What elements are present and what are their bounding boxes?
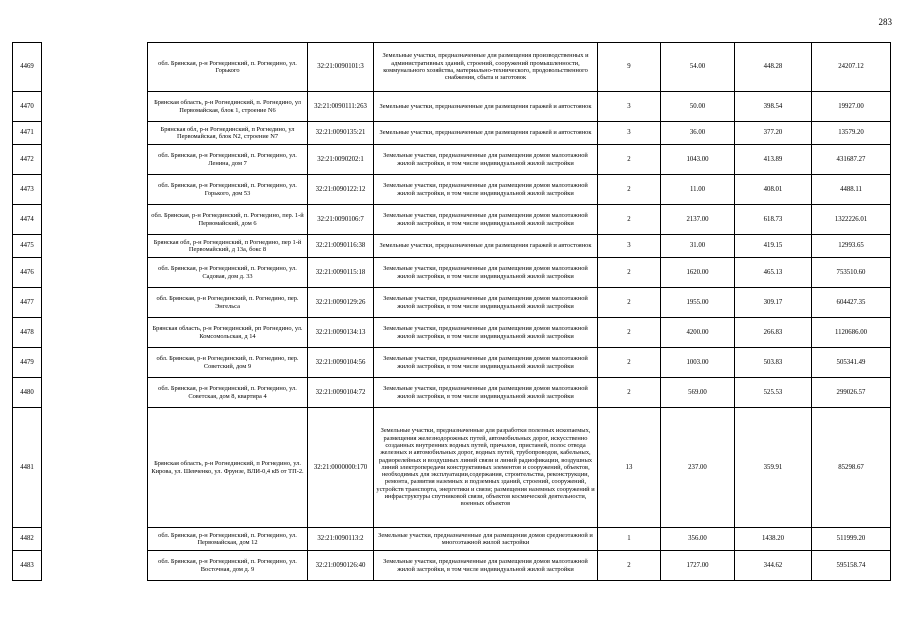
area-cell: 2137.00	[661, 205, 735, 235]
table-row	[13, 551, 891, 581]
row-number: 4481	[13, 408, 42, 528]
area-cell: 11.00	[661, 175, 735, 205]
cadastral-number-cell: 32:21:0090104:56	[308, 348, 374, 378]
land-purpose-cell: Земельные участки, предназначенные для размещения домов малоэтажной жилой застройки, в том числе индивидуальной жилой застройки	[374, 378, 598, 408]
specific-value-cell: 503.83	[735, 348, 812, 378]
land-purpose-cell: Земельные участки, предназначенные для размещения гаражей и автостоянок	[374, 92, 598, 122]
gap-cell	[42, 551, 148, 581]
table-row	[13, 175, 891, 205]
cadastral-number-cell: 32:21:0090202:1	[308, 145, 374, 175]
group-number-cell: 3	[598, 92, 661, 122]
specific-value-cell: 525.53	[735, 378, 812, 408]
gap-cell	[42, 175, 148, 205]
cadastral-number-cell: 32:21:0090111:263	[308, 92, 374, 122]
address-cell: обл. Брянская, р-н Рогнединский, п. Рогнедино, пер. Энгельса	[148, 288, 308, 318]
area-cell: 1043.00	[661, 145, 735, 175]
address-cell: обл. Брянская, р-н Рогнединский, п. Рогнедино, ул. Советская, дом 8, квартира 4	[148, 378, 308, 408]
cadastral-value-cell: 1322226.01	[812, 205, 891, 235]
table-row	[13, 205, 891, 235]
gap-cell	[42, 288, 148, 318]
specific-value-cell: 618.73	[735, 205, 812, 235]
gap-cell	[42, 235, 148, 258]
row-number: 4471	[13, 122, 42, 145]
gap-cell	[42, 408, 148, 528]
cadastral-number-cell: 32:21:0090113:2	[308, 528, 374, 551]
row-number: 4469	[13, 43, 42, 92]
row-number: 4472	[13, 145, 42, 175]
group-number-cell: 2	[598, 258, 661, 288]
cadastral-value-cell: 85298.67	[812, 408, 891, 528]
cadastral-value-cell: 604427.35	[812, 288, 891, 318]
group-number-cell: 2	[598, 175, 661, 205]
row-number: 4475	[13, 235, 42, 258]
specific-value-cell: 309.17	[735, 288, 812, 318]
table-row	[13, 258, 891, 288]
cadastral-value-cell: 24207.12	[812, 43, 891, 92]
gap-cell	[42, 145, 148, 175]
specific-value-cell: 465.13	[735, 258, 812, 288]
group-number-cell: 2	[598, 318, 661, 348]
row-number: 4474	[13, 205, 42, 235]
cadastral-value-cell: 12993.65	[812, 235, 891, 258]
gap-cell	[42, 92, 148, 122]
specific-value-cell: 377.20	[735, 122, 812, 145]
land-purpose-cell: Земельные участки, предназначенные для размещения домов малоэтажной жилой застройки, в том числе индивидуальной жилой застройки	[374, 258, 598, 288]
land-purpose-cell: Земельные участки, предназначенные для размещения производственных и административных зданий, строений, сооружений промышленности, коммунального хозяйства, материально-технического, продовольственного снабжения, сбыта и заготовок	[374, 43, 598, 92]
table-row	[13, 92, 891, 122]
row-number: 4482	[13, 528, 42, 551]
cadastral-value-cell: 299026.57	[812, 378, 891, 408]
land-purpose-cell: Земельные участки, предназначенные для размещения домов малоэтажной жилой застройки, в том числе индивидуальной жилой застройки	[374, 145, 598, 175]
table-row	[13, 288, 891, 318]
area-cell: 1727.00	[661, 551, 735, 581]
address-cell: Брянская обл, р-н Рогнединский, п Рогнедино, пер 1-й Первомайский, д 13а, бокс 8	[148, 235, 308, 258]
row-number: 4479	[13, 348, 42, 378]
address-cell: Брянская обл, р-н Рогнединский, п Рогнедино, ул Первомайская, блок N2, строение N7	[148, 122, 308, 145]
cadastral-number-cell: 32:21:0090122:12	[308, 175, 374, 205]
table-row	[13, 122, 891, 145]
table-row	[13, 408, 891, 528]
specific-value-cell: 413.89	[735, 145, 812, 175]
cadastral-number-cell: 32:21:0090116:38	[308, 235, 374, 258]
table-row	[13, 235, 891, 258]
address-cell: обл. Брянская, р-н Рогнединский, п. Рогнедино, ул. Ленина, дом 7	[148, 145, 308, 175]
area-cell: 1003.00	[661, 348, 735, 378]
area-cell: 36.00	[661, 122, 735, 145]
land-purpose-cell: Земельные участки, предназначенные для размещения домов среднеэтажной и многоэтажной жилой застройки	[374, 528, 598, 551]
address-cell: Брянская область, р-н Рогнединский, п. Рогнедино, ул Первомайская, блок 1, строение N6	[148, 92, 308, 122]
gap-cell	[42, 205, 148, 235]
land-purpose-cell: Земельные участки, предназначенные для размещения домов малоэтажной жилой застройки, в том числе индивидуальной жилой застройки	[374, 551, 598, 581]
cadastral-value-cell: 1120686.00	[812, 318, 891, 348]
cadastral-value-cell: 431687.27	[812, 145, 891, 175]
cadastral-value-cell: 505341.49	[812, 348, 891, 378]
specific-value-cell: 266.83	[735, 318, 812, 348]
group-number-cell: 2	[598, 145, 661, 175]
specific-value-cell: 448.28	[735, 43, 812, 92]
row-number: 4478	[13, 318, 42, 348]
cadastral-number-cell: 32:21:0090126:40	[308, 551, 374, 581]
land-plots-table	[12, 42, 891, 581]
land-purpose-cell: Земельные участки, предназначенные для размещения домов малоэтажной жилой застройки, в том числе индивидуальной жилой застройки	[374, 348, 598, 378]
specific-value-cell: 408.01	[735, 175, 812, 205]
cadastral-number-cell: 32:21:0090129:26	[308, 288, 374, 318]
group-number-cell: 2	[598, 378, 661, 408]
address-cell: обл. Брянская, р-н Рогнединский, п. Рогнедино, ул. Горького, дом 53	[148, 175, 308, 205]
group-number-cell: 3	[598, 235, 661, 258]
group-number-cell: 2	[598, 551, 661, 581]
specific-value-cell: 359.91	[735, 408, 812, 528]
group-number-cell: 9	[598, 43, 661, 92]
land-purpose-cell: Земельные участки, предназначенные для размещения гаражей и автостоянок	[374, 235, 598, 258]
cadastral-value-cell: 19927.00	[812, 92, 891, 122]
row-number: 4483	[13, 551, 42, 581]
address-cell: Брянская область, р-н Рогнединский, рп Рогнедино, ул. Комсомольская, д 14	[148, 318, 308, 348]
row-number: 4476	[13, 258, 42, 288]
cadastral-number-cell: 32:21:0090115:18	[308, 258, 374, 288]
table-row	[13, 145, 891, 175]
cadastral-value-cell: 595158.74	[812, 551, 891, 581]
gap-cell	[42, 318, 148, 348]
cadastral-number-cell: 32:21:0090134:13	[308, 318, 374, 348]
table-row	[13, 528, 891, 551]
area-cell: 1955.00	[661, 288, 735, 318]
cadastral-number-cell: 32:21:0090106:7	[308, 205, 374, 235]
group-number-cell: 2	[598, 288, 661, 318]
land-purpose-cell: Земельные участки, предназначенные для разработки полезных ископаемых, размещения железнодорожных путей, автомобильных дорог, искусственно созданных внутренних водных путей, причалов, пристаней, полос отвода железных и автомобильных дорог, водных путей, трубопроводов, кабельных, радиорелейных и воздушных линий связи и линий радиофикации, воздушных линий электропередачи конструктивных элементов и сооружений, объектов, необходимых для эксплуатации,содержания, строительства, реконструкции, ремонта, развития наземных и подземных зданий, строений, сооружений, устройств транспорта, энергетики и связи; размещения наземных сооружений и инфраструктуры спутниковой связи, объектов космической деятельности, военных объектов	[374, 408, 598, 528]
table-row	[13, 348, 891, 378]
area-cell: 237.00	[661, 408, 735, 528]
specific-value-cell: 1438.20	[735, 528, 812, 551]
table-row	[13, 43, 891, 92]
address-cell: Брянская область, р-н Рогнединский, п Рогнедино, ул. Кирова, ул. Шевченко, ул. Фрунзе, ВЛИ-0,4 кВ от ТП-2.	[148, 408, 308, 528]
group-number-cell: 1	[598, 528, 661, 551]
area-cell: 31.00	[661, 235, 735, 258]
row-number: 4480	[13, 378, 42, 408]
table-row	[13, 378, 891, 408]
specific-value-cell: 398.54	[735, 92, 812, 122]
cadastral-value-cell: 753510.60	[812, 258, 891, 288]
cadastral-value-cell: 4488.11	[812, 175, 891, 205]
cadastral-value-cell: 511999.20	[812, 528, 891, 551]
address-cell: обл. Брянская, р-н Рогнединский, п. Рогнедино, ул. Горького	[148, 43, 308, 92]
area-cell: 1620.00	[661, 258, 735, 288]
land-purpose-cell: Земельные участки, предназначенные для размещения гаражей и автостоянок	[374, 122, 598, 145]
table-body	[13, 43, 891, 581]
group-number-cell: 13	[598, 408, 661, 528]
specific-value-cell: 344.62	[735, 551, 812, 581]
row-number: 4473	[13, 175, 42, 205]
page-number: 283	[878, 17, 892, 27]
address-cell: обл. Брянская, р-н Рогнединский, п. Рогнедино, пер. Советский, дом 9	[148, 348, 308, 378]
gap-cell	[42, 43, 148, 92]
cadastral-number-cell: 32:21:0090135:21	[308, 122, 374, 145]
address-cell: обл. Брянская, р-н Рогнединский, п. Рогнедино, ул. Восточная, дом д. 9	[148, 551, 308, 581]
land-purpose-cell: Земельные участки, предназначенные для размещения домов малоэтажной жилой застройки, в том числе индивидуальной жилой застройки	[374, 175, 598, 205]
land-purpose-cell: Земельные участки, предназначенные для размещения домов малоэтажной жилой застройки, в том числе индивидуальной жилой застройки	[374, 288, 598, 318]
group-number-cell: 2	[598, 348, 661, 378]
area-cell: 356.00	[661, 528, 735, 551]
cadastral-number-cell: 32:21:0090101:3	[308, 43, 374, 92]
address-cell: обл. Брянская, р-н Рогнединский, п. Рогнедино, ул. Садовая, дом д. 33	[148, 258, 308, 288]
address-cell: обл. Брянская, р-н Рогнединский, п. Рогнедино, пер. 1-й Первомайский, дом 6	[148, 205, 308, 235]
area-cell: 50.00	[661, 92, 735, 122]
area-cell: 54.00	[661, 43, 735, 92]
gap-cell	[42, 528, 148, 551]
cadastral-number-cell: 32:21:0000000:170	[308, 408, 374, 528]
table-row	[13, 318, 891, 348]
gap-cell	[42, 122, 148, 145]
area-cell: 569.00	[661, 378, 735, 408]
cadastral-value-cell: 13579.20	[812, 122, 891, 145]
land-purpose-cell: Земельные участки, предназначенные для размещения домов малоэтажной жилой застройки, в том числе индивидуальной жилой застройки	[374, 205, 598, 235]
land-purpose-cell: Земельные участки, предназначенные для размещения домов малоэтажной жилой застройки, в том числе индивидуальной жилой застройки	[374, 318, 598, 348]
address-cell: обл. Брянская, р-н Рогнединский, п. Рогнедино, ул. Первомайская, дом 12	[148, 528, 308, 551]
cadastral-number-cell: 32:21:0090104:72	[308, 378, 374, 408]
gap-cell	[42, 348, 148, 378]
row-number: 4477	[13, 288, 42, 318]
specific-value-cell: 419.15	[735, 235, 812, 258]
gap-cell	[42, 258, 148, 288]
row-number: 4470	[13, 92, 42, 122]
group-number-cell: 3	[598, 122, 661, 145]
land-plots-table-container	[12, 42, 890, 581]
group-number-cell: 2	[598, 205, 661, 235]
gap-cell	[42, 378, 148, 408]
area-cell: 4200.00	[661, 318, 735, 348]
